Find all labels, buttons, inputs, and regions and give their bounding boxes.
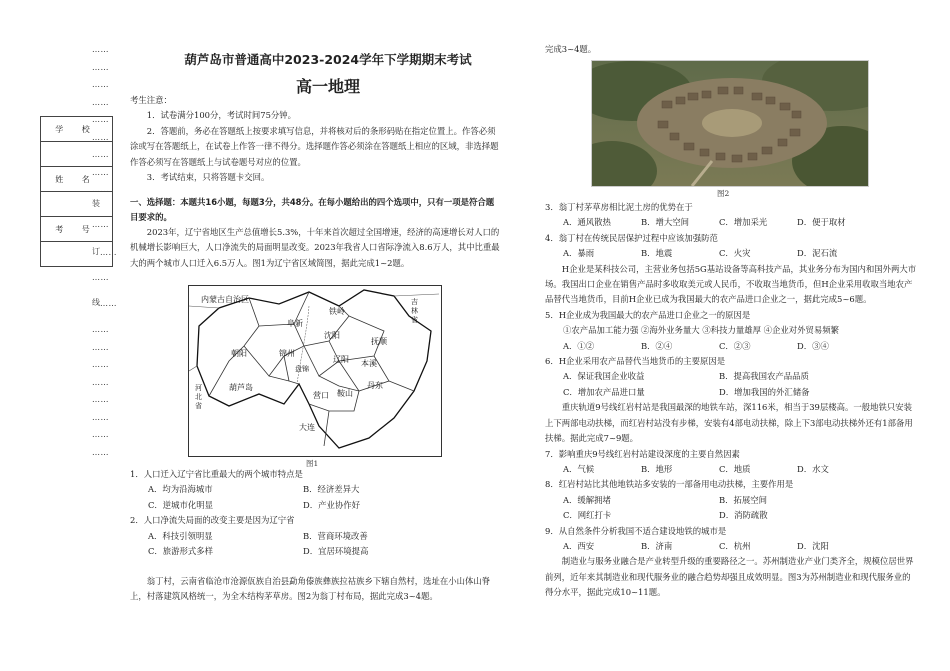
- option-a[interactable]: A．①②: [563, 340, 595, 351]
- figure1-caption: 图1: [306, 459, 319, 468]
- dotted-line: ……: [92, 133, 109, 142]
- dotted-line: ……: [92, 115, 109, 124]
- option-d[interactable]: D．宜居环境提高: [303, 546, 369, 557]
- map-label-jinzhou: 锦州: [279, 349, 295, 358]
- option-d[interactable]: D．沈阳: [797, 540, 829, 551]
- option-b[interactable]: B．地形: [641, 463, 673, 474]
- dotted-line: ……: [92, 360, 109, 369]
- map-label-chaoyang: 朝阳: [231, 349, 247, 358]
- student-info-table: [40, 116, 113, 267]
- map-label-inner-mongolia: 内蒙古自治区: [201, 295, 249, 304]
- option-b[interactable]: B．经济差异大: [303, 484, 360, 495]
- section-heading: 一、选择题：本题共16小题，每题3分，共48分。在每小题给出的四个选项中，只有一项是符合题目要求的。: [130, 197, 495, 223]
- option-b[interactable]: B．济南: [641, 540, 673, 551]
- option-c[interactable]: C．增加农产品进口量: [563, 386, 645, 397]
- option-c[interactable]: C．逆城市化明显: [148, 499, 214, 510]
- option-a[interactable]: A．气候: [563, 463, 595, 474]
- option-c[interactable]: C．旅游形式多样: [148, 546, 214, 557]
- question-stem: 5．H企业成为我国最大的农产品进口企业之一的原因是: [545, 309, 751, 320]
- dotted-line: ……: [92, 80, 109, 89]
- option-d[interactable]: D．便于取材: [797, 217, 846, 228]
- map-label-dandong: 丹东: [367, 381, 383, 390]
- option-d[interactable]: D．增加我国的外汇储备: [719, 386, 810, 397]
- option-b[interactable]: B．②④: [641, 340, 673, 351]
- question-stem: 1．人口迁入辽宁省比重最大的两个城市特点是: [130, 469, 303, 479]
- dotted-line: ……: [92, 63, 109, 72]
- question-stem: 4．翁丁村在传统民居保护过程中应该加强防范: [545, 232, 718, 243]
- question-1: [130, 467, 502, 559]
- option-c[interactable]: C．杭州: [719, 540, 751, 551]
- dotted-line: ……: [92, 185, 109, 194]
- dotted-line: ……: [92, 273, 109, 282]
- question-stem: 3．翁丁村茅草房相比泥土房的优势在于: [545, 202, 693, 212]
- exam-number-label: 考 号: [41, 217, 113, 242]
- option-d[interactable]: D．泥石流: [797, 248, 838, 259]
- dotted-line: ……: [92, 413, 109, 422]
- dotted-line: ……: [92, 448, 109, 457]
- dotted-line: ……: [92, 430, 109, 439]
- map-label-dalian: 大连: [299, 423, 315, 432]
- question-sub-items: ①农产品加工能力强 ②海外业务量大 ③科技力量雄厚 ④企业对外贸易频繁: [563, 325, 839, 336]
- map-label-benxi: 本溪: [361, 359, 377, 368]
- subject-title: 高一地理: [295, 77, 360, 96]
- dotted-line: ……: [92, 150, 109, 159]
- question-stem: 9．从自然条件分析我国不适合建设地铁的城市是: [545, 525, 727, 536]
- dotted-line: ……: [100, 299, 117, 308]
- dotted-line: ……: [92, 98, 109, 107]
- seal-word-xian: 线: [92, 298, 100, 307]
- map-label-shenyang: 沈阳: [324, 331, 340, 340]
- question-stem: 7．影响重庆9号线红岩村站建设深度的主要自然因素: [545, 448, 740, 459]
- name-label: 姓 名: [41, 167, 113, 192]
- option-c[interactable]: C．地质: [719, 463, 751, 474]
- question-stem: 6．H企业采用农产品替代当地货币的主要原因是: [545, 356, 726, 367]
- dotted-line: ……: [92, 220, 109, 229]
- school-label: 学 校: [41, 117, 113, 142]
- option-d[interactable]: D．产业协作好: [303, 499, 360, 510]
- option-a[interactable]: A．西安: [563, 540, 595, 551]
- option-b[interactable]: B．地震: [641, 248, 673, 259]
- dotted-line: ……: [92, 168, 109, 177]
- questions-right: [545, 200, 917, 601]
- notice-block: [130, 93, 502, 185]
- passage-continued: 完成3~4题。: [545, 44, 597, 54]
- figure2-caption: 图2: [717, 189, 730, 198]
- option-d[interactable]: D．消防疏散: [719, 510, 768, 521]
- option-b[interactable]: B．增大空间: [641, 217, 690, 228]
- dotted-line: ……: [92, 325, 109, 334]
- dotted-line: ……: [92, 378, 109, 387]
- map-label-fuxin: 阜新: [287, 319, 303, 328]
- map-label-tieling: 铁岭: [329, 307, 345, 316]
- option-a[interactable]: A．缓解拥堵: [563, 494, 611, 505]
- question-stem: 2．人口净流失局面的改变主要是因为辽宁省: [130, 515, 295, 526]
- option-d[interactable]: D．③④: [797, 340, 829, 351]
- seal-word-ding: 订: [92, 247, 100, 256]
- map-drawing: [189, 286, 441, 456]
- passage-chongqing-metro: 重庆轨道9号线红岩村站是我国最深的地铁车站，深116米，相当于39层楼高。一般地铁只安装上下两部电动扶梯，而红岩村站没有步梯，安装有4部电动扶梯，除上下3部电动扶梯外还有1部备用扶梯。据此完成7~9题。: [545, 402, 913, 444]
- option-a[interactable]: A．科技引领明显: [148, 530, 213, 541]
- option-d[interactable]: D．水文: [797, 463, 829, 474]
- notice-item: 1．试卷满分100分，考试时间75分钟。: [146, 110, 297, 121]
- passage-suzhou: 制造业与服务业融合是产业转型升级的重要路径之一。苏州制造业产业门类齐全，规模位居世界前列，近年来其制造业和现代服务业的融合趋势却强且成效明显。图3为苏州制造业和现代服务业的得分水平，据此完成10~11题。: [545, 556, 914, 598]
- map-label-panjin: 盘锦: [295, 365, 309, 373]
- dotted-line: ……: [92, 45, 109, 54]
- dotted-line: ……: [92, 395, 109, 404]
- notice-heading: 考生注意：: [130, 95, 172, 105]
- map-label-hebei: 河北省: [195, 384, 202, 410]
- map-label-anshan: 鞍山: [337, 389, 353, 398]
- passage-h-enterprise: H企业是某科技公司，主营业务包括5G基站设备等高科技产品，其业务分布为国内和国外两大市场。我国出口企业在销售产品时多收取美元或人民币，不收取当地货币，但H企业采用收取当地农产品替代当地货币，目前H企业已成为我国最大的农产品进口企业之一，据此完成5~6题。: [545, 263, 917, 305]
- option-c[interactable]: C．火灾: [719, 248, 751, 259]
- option-a[interactable]: A．通风散热: [563, 217, 611, 228]
- name-field[interactable]: [41, 192, 113, 217]
- map-label-yingkou: 营口: [313, 391, 329, 400]
- dotted-line: ……: [100, 248, 117, 257]
- map-label-liaoyang: 辽阳: [333, 355, 349, 364]
- seal-word-zhuang: 装: [92, 199, 100, 208]
- passage-liaoning: 2023年，辽宁省地区生产总值增长5.3%，十年来首次超过全国增速，经济的高速增长对人口的机械增长影响巨大，人口净流失的局面明显改变。2023年我省人口省际净流入8.6万人，其中比重最大的两个城市人口迁入6.5万人。图1为辽宁省区域简图，据此完成1~2题。: [130, 227, 500, 268]
- liaoning-map: [188, 285, 442, 457]
- option-b[interactable]: B．提高我国农产品品质: [719, 371, 809, 382]
- dotted-line: ……: [92, 343, 109, 352]
- notice-item: 2．答题前，务必在答题纸上按要求填写信息，并将核对后的条形码贴在指定位置上。作答必须涂或写在答题纸上，在试卷上作答一律不得分。选择题作答必须涂在答题纸上相应的区域，非选择题作答必须写在答题纸上与试卷题号对应的位置。: [130, 125, 499, 167]
- question-stem: 8．红岩村站比其他地铁站多安装的一部备用电动扶梯，主要作用是: [545, 479, 794, 490]
- option-a[interactable]: A．均为沿海城市: [148, 484, 213, 495]
- map-label-huludao: 葫芦岛: [229, 383, 253, 392]
- option-c[interactable]: C．②③: [719, 340, 751, 351]
- village-aerial-image: [592, 61, 868, 186]
- exam-title: 葫芦岛市普通高中2023-2024学年下学期期末考试: [184, 52, 472, 67]
- option-c[interactable]: C．增加采光: [719, 217, 768, 228]
- exam-number-field[interactable]: [41, 242, 113, 267]
- option-a[interactable]: A．暴雨: [563, 248, 595, 259]
- wengding-village-photo: [591, 60, 869, 187]
- map-label-fushun: 抚顺: [371, 337, 387, 346]
- map-label-jilin: 吉林省: [411, 298, 418, 324]
- option-b[interactable]: B．拓展空间: [719, 494, 768, 505]
- notice-item: 3．考试结束，只将答题卡交回。: [146, 172, 270, 183]
- passage-wengding: 翁丁村，云南省临沧市沧源佤族自治县勐角傣族彝族拉祜族乡下辖自然村，选址在小山体山脊上，村落建筑风格统一，为全木结构茅草房。图2为翁丁村布局，据此完成3~4题。: [130, 576, 491, 602]
- school-field[interactable]: [41, 142, 113, 167]
- option-a[interactable]: A．保证我国企业收益: [563, 371, 645, 382]
- option-b[interactable]: B．营商环境改善: [303, 530, 368, 541]
- option-c[interactable]: C．网红打卡: [563, 510, 612, 521]
